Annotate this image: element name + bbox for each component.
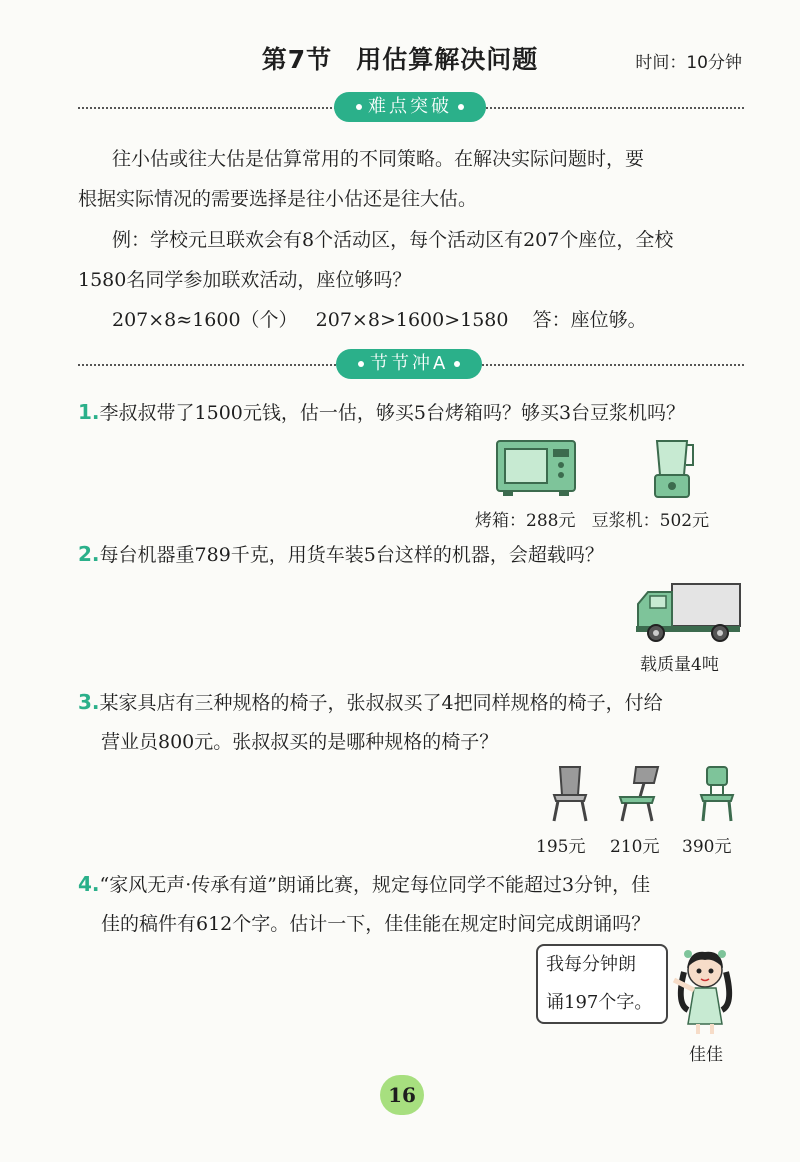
- truck-capacity: 载质量4吨: [640, 655, 719, 675]
- question-number: 2.: [78, 542, 100, 566]
- speech-bubble: [536, 944, 668, 1024]
- chair-price-1: 195元: [536, 837, 586, 857]
- bubble-line-1: 我每分钟朗: [546, 954, 636, 975]
- section-number: 第7节: [261, 45, 333, 74]
- character-name: 佳佳: [689, 1045, 723, 1065]
- question-number: 4.: [78, 872, 100, 896]
- question-text: 每台机器重789千克，用货车装5台这样的机器，会超载吗？: [99, 544, 604, 566]
- section-title: 用估算解决问题: [356, 45, 539, 74]
- question-4-line-1: [78, 872, 650, 897]
- truck-icon: [634, 582, 742, 644]
- chair-price-3: 390元: [682, 837, 732, 857]
- practice-label: 节节冲A: [370, 353, 449, 374]
- question-number: 1.: [78, 400, 100, 424]
- question-text: 李叔叔带了1500元钱，估一估，够买5台烤箱吗？够买3台豆浆机吗？: [99, 402, 686, 424]
- question-1: [78, 400, 685, 425]
- example-line-1: 例：学校元旦联欢会有8个活动区，每个活动区有207个座位，全校: [112, 229, 674, 251]
- question-2: [78, 542, 604, 567]
- chair-price-2: 210元: [610, 837, 660, 857]
- appliance-prices: 烤箱：288元 豆浆机：502元: [475, 511, 710, 531]
- dot-icon: [458, 104, 464, 110]
- example-answer: 207×8≈1600（个） 207×8>1600>1580 答：座位够。: [112, 309, 647, 331]
- time-limit: 时间：10分钟: [635, 53, 742, 73]
- question-3-line-2: 营业员800元。张叔叔买的是哪种规格的椅子？: [101, 731, 499, 753]
- page-number: 16: [380, 1075, 424, 1115]
- chair-gray-icon: [548, 765, 592, 823]
- chair-green-icon: [697, 765, 737, 823]
- practice-badge: [336, 349, 482, 379]
- question-text: 某家具店有三种规格的椅子，张叔叔买了4把同样规格的椅子，付给: [99, 692, 663, 714]
- dot-icon: [454, 361, 460, 367]
- girl-jiajia-icon: [666, 944, 744, 1036]
- soymilk-maker-icon: [651, 437, 695, 501]
- intro-line-1: 往小估或往大估是估算常用的不同策略。在解决实际问题时，要: [112, 148, 645, 170]
- question-number: 3.: [78, 690, 100, 714]
- question-text: “家风无声·传承有道”朗诵比赛，规定每位同学不能超过3分钟，佳: [99, 874, 651, 896]
- bubble-line-2: 诵197个字。: [546, 992, 653, 1013]
- example-line-2: 1580名同学参加联欢活动，座位够吗？: [78, 269, 412, 291]
- difficulty-label: 难点突破: [368, 96, 452, 117]
- chair-school-icon: [614, 765, 664, 823]
- oven-icon: [495, 437, 577, 499]
- dot-icon: [358, 361, 364, 367]
- difficulty-badge: [334, 92, 486, 122]
- question-3-line-1: [78, 690, 663, 715]
- intro-line-2: 根据实际情况的需要选择是往小估还是往大估。: [78, 188, 478, 210]
- question-4-line-2: 佳的稿件有612个字。估计一下，佳佳能在规定时间完成朗诵吗？: [101, 913, 651, 935]
- dot-icon: [356, 104, 362, 110]
